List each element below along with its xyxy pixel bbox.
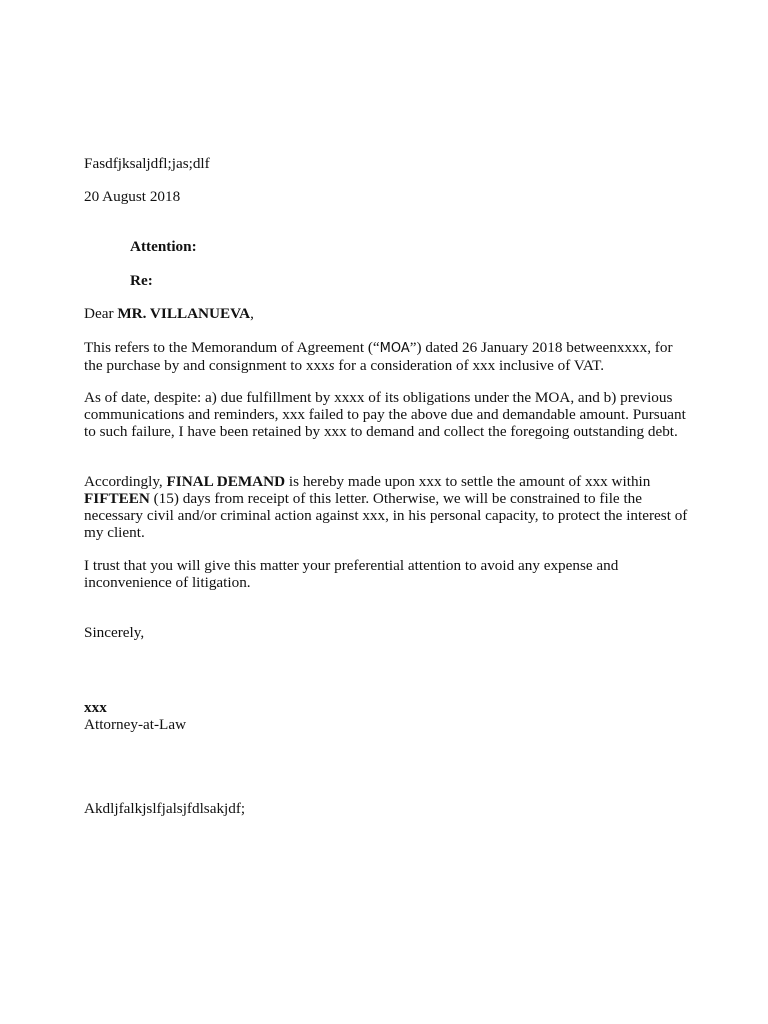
p1-moa: MOA [379, 341, 410, 356]
salutation-prefix: Dear [84, 305, 118, 322]
salutation [84, 305, 694, 322]
p3-final-demand: FINAL DEMAND [166, 473, 286, 490]
re-label [130, 272, 740, 289]
p1-part-a: This refers to the Memorandum of Agreement (“ [84, 339, 380, 356]
paragraph-failure-to-pay: As of date, despite: a) due fulfillment by xxxx of its obligations under the MOA, and b) previous communications and reminders, xxx failed to pay the above due and demandable amount. Pursuant to such failure, I have been retained by xxx to demand and collect the foregoing outstanding debt. [84, 389, 686, 440]
signatory-name-text: xxx [84, 699, 107, 716]
paragraph-moa-reference [84, 339, 694, 374]
re-label-text: Re: [130, 272, 153, 289]
paragraph-final-demand [84, 473, 694, 541]
attention-label-text: Attention: [130, 238, 197, 255]
signatory-name [84, 699, 694, 716]
p1-italic-s: s [328, 357, 335, 374]
salutation-name: MR. VILLANUEVA [117, 305, 251, 322]
closing: Sincerely, [84, 624, 145, 641]
p3-part-a: Accordingly, [84, 473, 167, 490]
p1-part-c: for a consideration of xxx inclusive of VAT. [334, 357, 605, 374]
p3-fifteen: FIFTEEN [84, 490, 150, 507]
p1-part-b: ”) dated 26 January 2018 betweenxxxx, for the purchase by and consignment to xxx [84, 339, 673, 374]
letter-date: 20 August 2018 [84, 188, 181, 205]
p3-part-c: (15) days from receipt of this letter. Otherwise, we will be constrained to file the necessary civil and/or criminal action against xxx, in his personal capacity, to protect the interest of my client. [84, 490, 688, 541]
salutation-suffix: , [250, 305, 254, 322]
signatory-title: Attorney-at-Law [84, 716, 187, 733]
footer-line: Akdljfalkjslfjalsjfdlsakjdf; [84, 800, 246, 817]
header-line: Fasdfjksaljdfl;jas;dlf [84, 155, 210, 172]
p3-part-b: is hereby made upon xxx to settle the amount of xxx within [285, 473, 651, 490]
paragraph-preferential-attention: I trust that you will give this matter your preferential attention to avoid any expense and inconvenience of litigation. [84, 557, 619, 591]
attention-label [130, 238, 740, 255]
